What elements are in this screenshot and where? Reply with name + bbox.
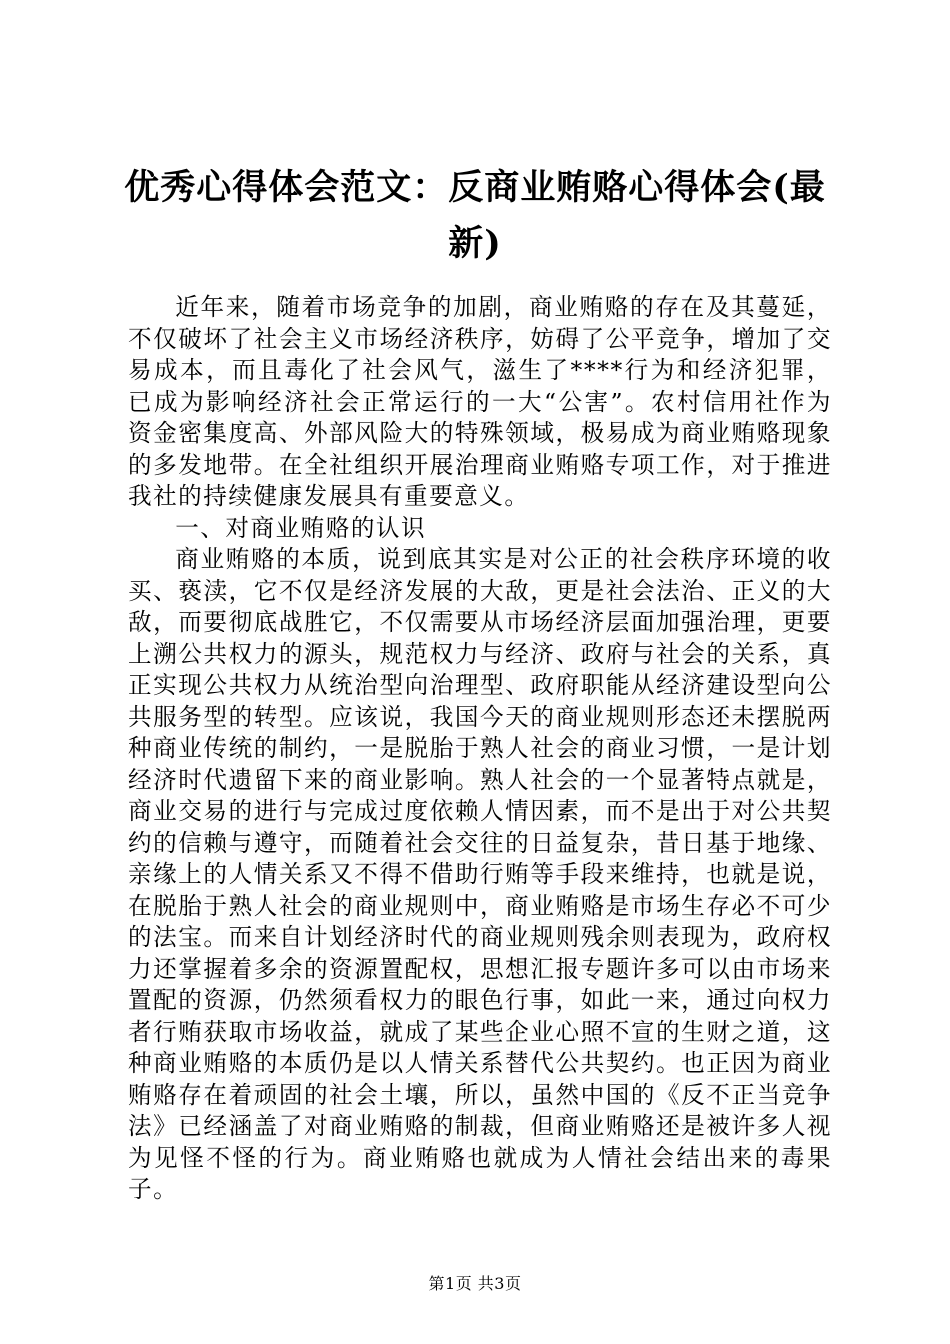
paragraph-intro: 近年来，随着市场竞争的加剧，商业贿赂的存在及其蔓延，不仅破坏了社会主义市场经济秩序，妨碍了公平竞争，增加了交易成本，而且毒化了社会风气，滋生了****行为和经济犯罪，已成为影响经济社会正常运行的一大“公害”。农村信用社作为资金密集度高、外部风险大的特殊领域，极易成为商业贿赂现象的多发地带。在全社组织开展治理商业贿赂专项工作，对于推进我社的持续健康发展具有重要意义。 [128, 293, 832, 510]
paragraph-analysis: 商业贿赂的本质，说到底其实是对公正的社会秩序环境的收买、亵渎，它不仅是经济发展的大敌，更是社会法治、正义的大敌，而要彻底战胜它，不仅需要从市场经济层面加强治理，更要上溯公共权力的源头，规范权力与经济、政府与社会的关系，真正实现公共权力从统治型向治理型、政府职能从经济建设型向公共服务型的转型。应该说，我国今天的商业规则形态还未摆脱两种商业传统的制约，一是脱胎于熟人社会的商业习惯，一是计划经济时代遗留下来的商业影响。熟人社会的一个显著特点就是，商业交易的进行与完成过度依赖人情因素，而不是出于对公共契约的信赖与遵守，而随着社会交往的日益复杂，昔日基于地缘、亲缘上的人情关系又不得不借助行贿等手段来维持，也就是说，在脱胎于熟人社会的商业规则中，商业贿赂是市场生存必不可少的法宝。而来自计划经济时代的商业规则残余则表现为，政府权力还掌握着多余的资源置配权，思想汇报专题许多可以由市场来置配的资源，仍然须看权力的眼色行事，如此一来，通过向权力者行贿获取市场收益，就成了某些企业心照不宣的生财之道，这种商业贿赂的本质仍是以人情关系替代公共契约。也正因为商业贿赂存在着顽固的社会土壤，所以，虽然中国的《反不正当竞争法》已经涵盖了对商业贿赂的制裁，但商业贿赂还是被许多人视为见怪不怪的行为。商业贿赂也就成为人情社会结出来的毒果子。 [128, 545, 832, 1203]
document-title: 优秀心得体会范文：反商业贿赂心得体会(最新) [124, 167, 826, 264]
document-body [128, 292, 832, 1206]
section-heading: 一、对商业贿赂的认识 [175, 513, 427, 542]
page-footer: 第1页 共3页 [428, 1274, 522, 1293]
